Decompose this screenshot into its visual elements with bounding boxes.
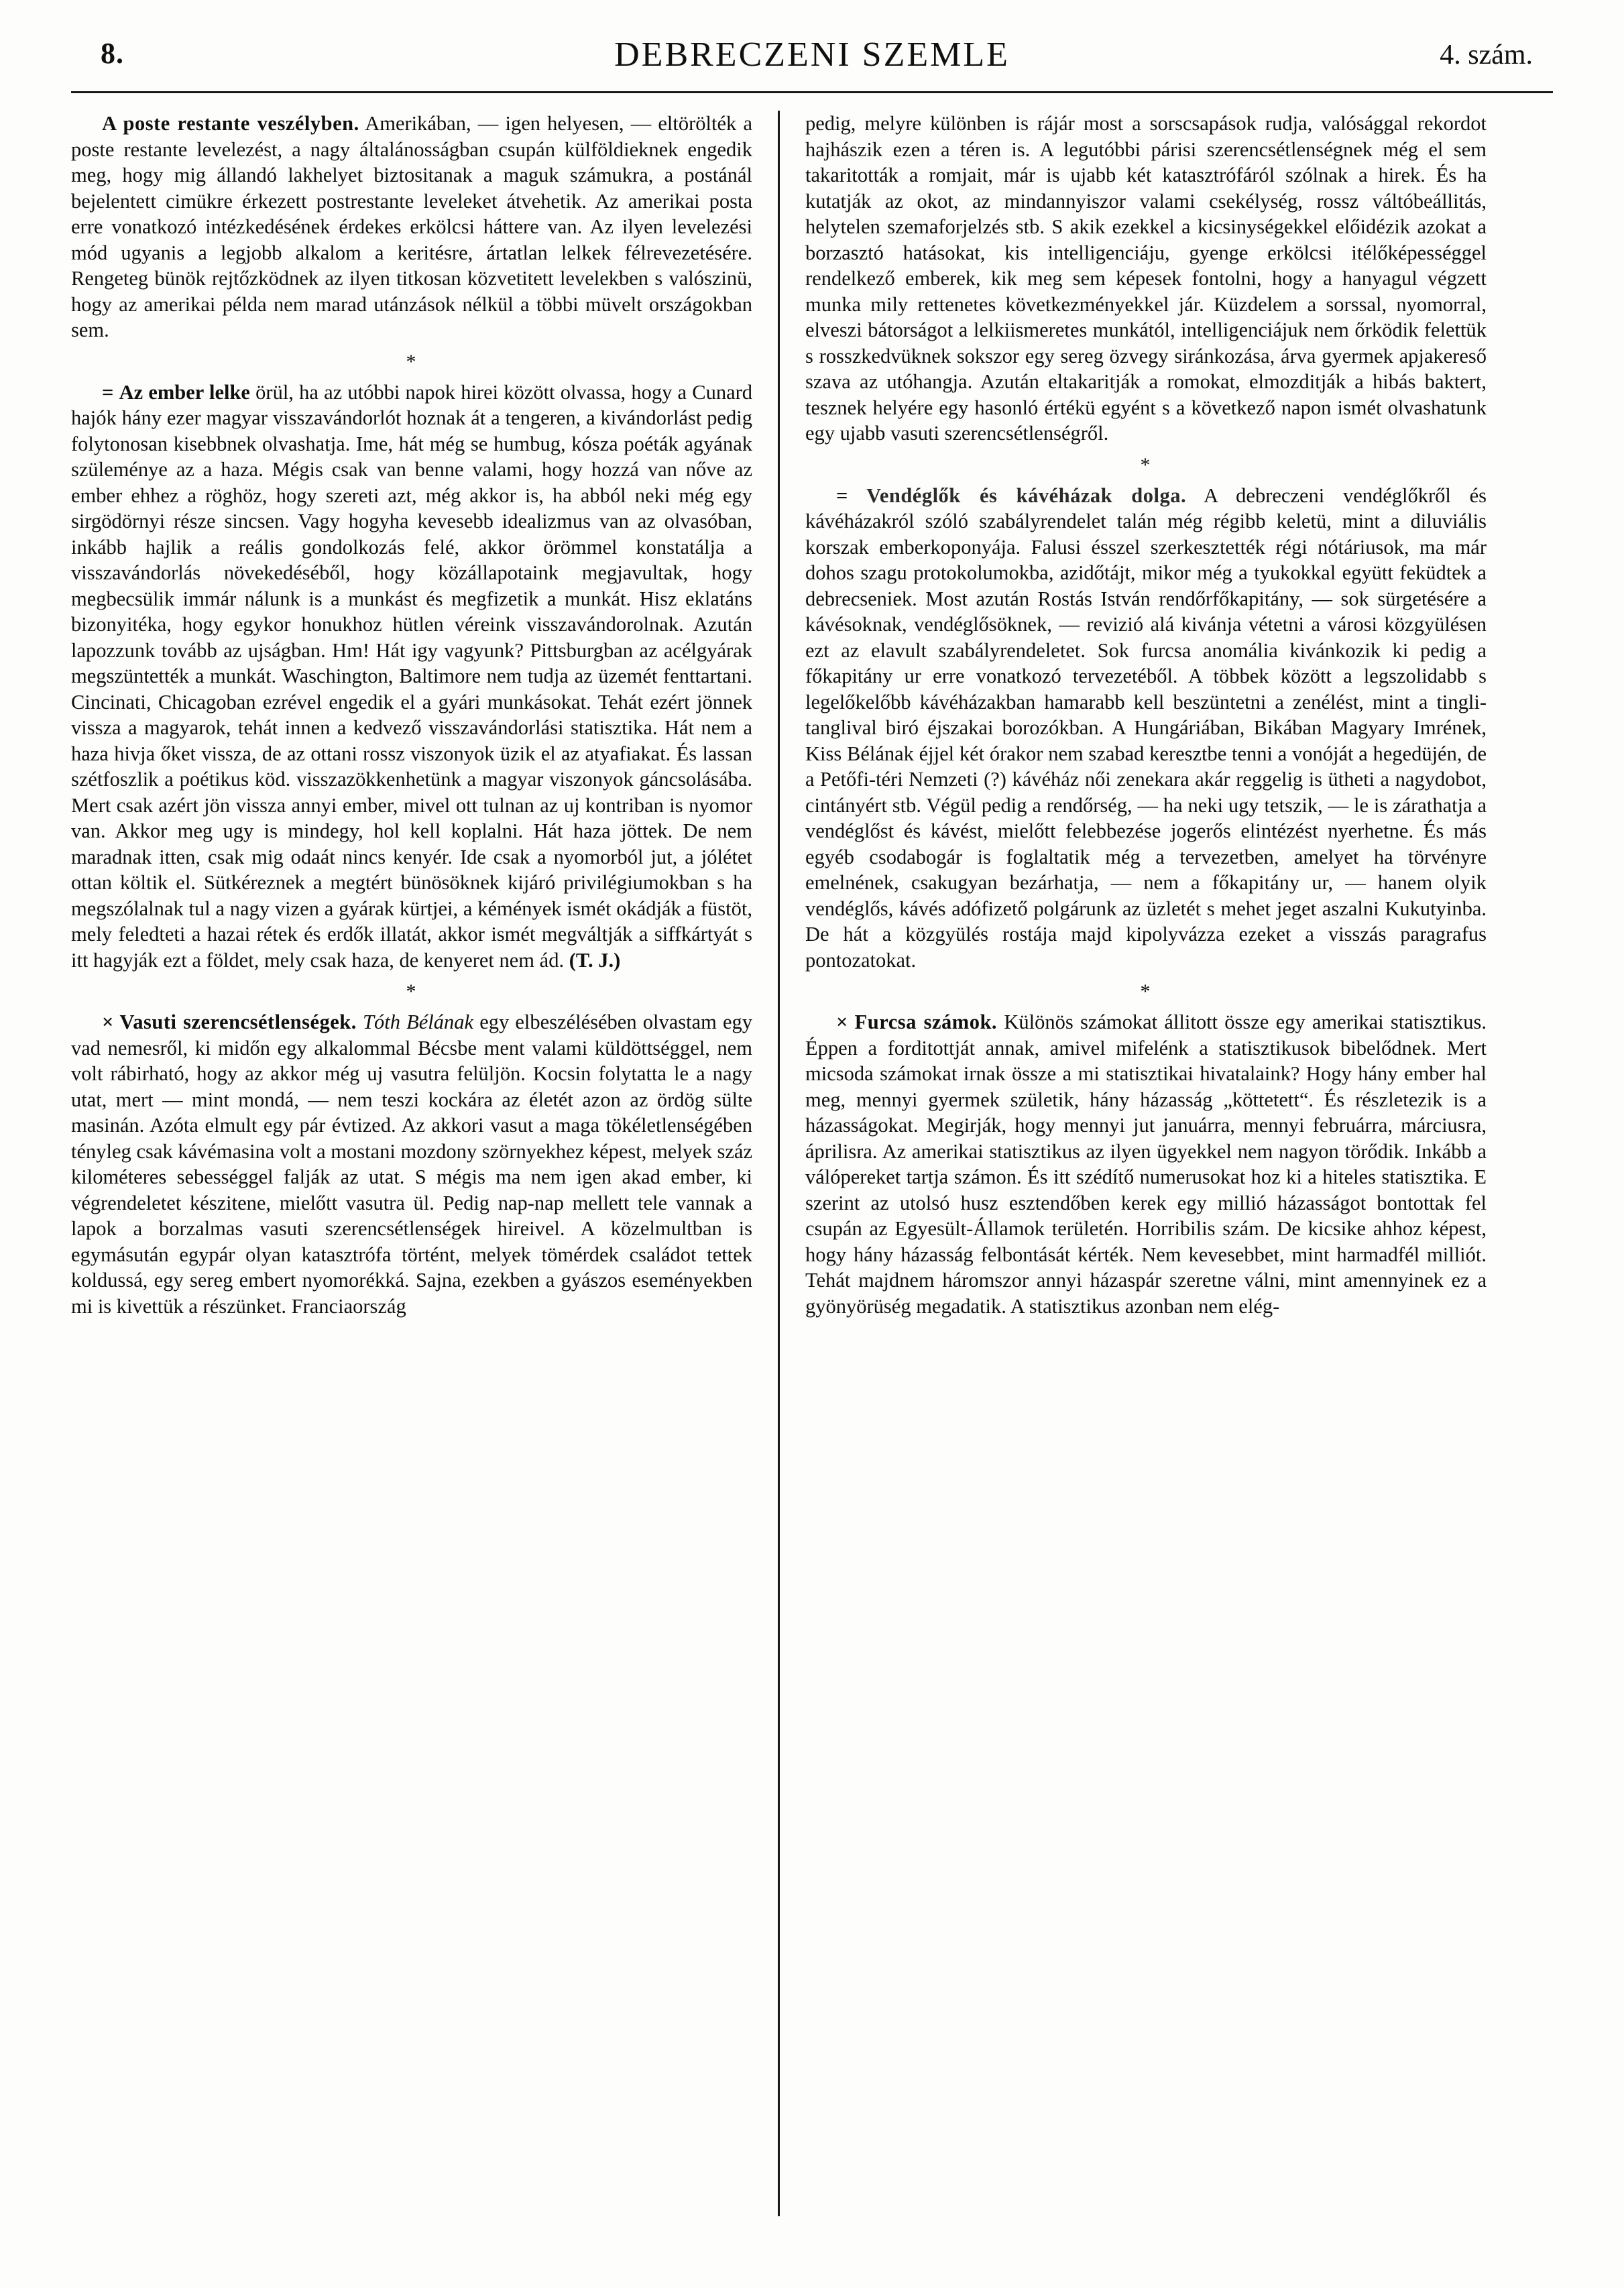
article-furcsa-szamok [805, 1009, 1487, 1319]
article-vendeglok-es-kavehazak [805, 483, 1487, 974]
masthead [72, 30, 1552, 87]
article-az-ember-lelke [71, 380, 752, 974]
article-body-az-ember-lelke: örül, ha az utóbbi napok hirei között olvassa, hogy a Cunard hajók hány ezer magyar visszavándorlót hoznak át a tengeren, a kivándorlást pedig folytonosan kisebbnek olvashatja. Ime, hát még se humbug, kósza poéták agyának szüleménye az a haza. Mégis csak van benne valami, hogy hozzá van nőve az ember ehhez a röghöz, hogy szereti azt, még akkor is, ha abból neki még egy sirgödörnyi része sincsen. Vagy hogyha kevesebb idealizmus van az olvasóban, inkább hajlik a reális gondolkozás felé, akkor örömmel konstatálja a visszavándorlás növekedéséből, hogy közállapotaink megjavultak, hogy megbecsülik immár nálunk is a munkást és megfizetik a munkát. Hisz eklatáns bizonyitéka, hogy egykor honukhoz hütlen véreink visszavándorolnak. Azután lapozzunk tovább az ujságban. Hm! Hát igy vagyunk? Pittsburgban az acélgyárak megszüntették a munkát. Waschington, Baltimore nem tudja az üzemét fenttartani. Cincinati, Chicagoban ezrével engedik el a gyári munkásokat. Tehát ezért jönnek vissza a magyarok, tehát innen a kedvező visszavándorlási statisztika. Hát nem a haza hivja őket vissza, de az ottani rossz viszonyok üzik el az atyafiakat. És lassan szétfoszlik a poétikus köd. visszazökkenhetünk a magyar viszonyok gáncsolásába. Mert csak azért jön vissza annyi ember, mivel ott tulnan az uj kontriban is nyomor van. Akkor meg ugy is mindegy, hol kell koplalni. Hát haza jöttek. De nem maradnak itten, csak mig odaát nincs kenyér. Ide csak a nyomorból jut, a jólétet ottan költik el. Sütkéreznek a megtért bünösöknek kijáró privilégiumokban s ha megszólalnak tul a nagy vizen a gyárak kürtjei, a kémények ismét okádják a füstöt, mely feledteti a hazai rétek és erdők illatát, akkor ismét megváltják a siffkártyát s itt hagyják ezt a földet, mely csak haza, de kenyeret nem ád. [71, 380, 753, 972]
journal-title: DEBRECZENI SZEMLE [614, 36, 1010, 74]
article-title-vasuti: Vasuti szerencsétlenségek. [119, 1011, 357, 1033]
article-marker-cross-2: × [836, 1011, 848, 1033]
article-marker-cross: × [102, 1011, 114, 1033]
article-signature: (T. J.) [569, 948, 621, 972]
issue-number: 4. szám. [1440, 40, 1533, 70]
column-divider [778, 111, 780, 2216]
article-body-vasuti: egy elbeszélésében olvastam egy vad nemesről, ki midőn egy alkalommal Bécsbe ment valami küldöttséggel, nem volt rábirható, hogy az akkor még uj vasutra felüljön. Kocsin folytatta le a nagy utat, mert — mint mondá, — nem teszi kockára az életét azon az ördög sülte masinán. Azóta elmult egy pár évtized. Az akkori vasut a maga tökéletlenségében tényleg csak kávémasina volt a mostani mozdony szörnyekhez képest, melyek száz kilométeres sebességgel falják az utat. S mégis ma nem igen akad ember, ki végrendeletet készitene, mielőtt vasutra ül. Pedig nap-nap mellett tele vannak a lapok a borzalmas vasuti szerencsétlenségek hireivel. A közelmultban is egymásután egypár olyan katasztrófa történt, melyek tömérdek családot tettek koldussá, egy sereg embert nyomorékká. Sajna, ezekben a gyászos eseményekben mi is kivettük a részünket. Franciaország [71, 1011, 753, 1318]
article-columns [71, 111, 1553, 2216]
section-separator-4: * [1140, 980, 1152, 1003]
article-body-furcsa-szamok: Különös számokat állitott össze egy amerikai statisztikus. Éppen a forditottját annak, amivel mifelénk a statisztikusok bibelődnek. Mert micsoda számokat irnak össze a mi statisztikai hivatalaink? Hogy hány ember hal meg, mennyi gyermek születik, hány házasság „köttetett“. És részletezik is a házasságokat. Megirják, hogy mennyi jut januárra, mennyi februárra, márciusra, áprilisra. Az amerikai statisztikus az ilyen ügyekkel nem nagyon törődik. Inkább a válópereket tartja számon. És itt szédítő numerusokat hoz ki a hiteles statisztika. E szerint az utolsó husz esztendőben kerek egy millió házasságot bontottak fel csupán az Egyesült-Államok területén. Horribilis szám. De kicsike ahhoz képest, hogy hány házasság felbontását kérték. Nem kevesebbet, mint harmadfél milliót. Tehát majdnem háromszor annyi házaspár szeretne válni, mint amennyinek ez a gyönyörüség megadatik. A statisztikus azonban nem elég- [805, 1011, 1487, 1318]
section-separator-1: * [406, 350, 418, 373]
article-poste-restante [71, 111, 752, 343]
article-title-poste-restante: A poste restante veszélyben. [102, 112, 359, 135]
article-body-vendeglok: A debreczeni vendéglőkről és kávéházakról szóló szabályrendelet talán még régibb keletü, mint a diluviális korszak emberkoponyája. Falusi ésszel szerkesztették régi nótáriusok, ma már dohos szagu protokolumokba, azidőtájt, mikor még a tyukokkal együtt feküdtek a debrecseniek. Most azután Rostás István rendőrfőkapitány, — sok sürgetésére a kávésoknak, vendéglősöknek, — revizió alá kivánja vétetni a városi közgyülésen ezt az elavult szabályrendeletet. Sok furcsa anomália kivánkozik ki pedig a főkapitány ur erre vonatkozó tervezetéből. A többek között a legszolidabb s legelőkelőbb kávéházakban hamarabb kell beszüntetni a zenélést, mint a tingli-tanglival biró éjszakai borozókban. A Hungáriában, Bikában Magyary Imrének, Kiss Bélának éjjel két órakor nem szabad keresztbe tenni a vonóját a hegedüjén, de a Petőfi-téri Nemzeti (?) kávéház női zenekara akár reggelig is ütheti a nagydobot, cintányért stb. Végül pedig a rendőrség, — ha neki ugy tetszik, — le is zárathatja a vendéglőst és kávést, mielőtt felebbezése jogerős elintézést nyerhetne. És más egyéb csodabogár is foglaltatik még a tervezetben, amelyet ha törvényre emelnének, csakugyan bezárhatja, — nem a főkapitány ur, — hanem olyik vendéglős, kávés adófizető polgárunk az üzletét s mehet jeget aszalni Kukutyinba. De hát a közgyülés rostája majd kipolyvázza ezeket a visszás paragrafus pontozatokat. [805, 483, 1487, 972]
article-vasuti-szerencsetlensegek [71, 1009, 752, 1319]
article-subtitle-vasuti: Tóth Bélának [363, 1011, 474, 1033]
section-separator-3: * [1140, 453, 1152, 476]
page-number: 8. [101, 37, 124, 70]
article-poste-restante-continuation: pedig, melyre különben is rájár most a sorscsapások rudja, valósággal rekordot hajhászik ezen a téren is. A legutóbbi párisi szerencsétlenségnek még el sem takaritották a romjait, már is ujabb két katasztrófáról szólnak a hirek. És ha kutatják az okot, az mindannyiszor valami csekélység, rossz váltóbeállitás, helytelen szemaforjelzés stb. S akik ezekkel a kicsinységekkel előidézik azokat a borzasztó hatásokat, kis intelligenciáju, gyenge erkölcsi itélőképességgel rendelkező emberek, kik meg sem képesek fontolni, hogy a hanyagul végzett munka mily rettenetes következményekkel jár. Küzdelem a sorssal, nyomorral, elveszi bátorságot a lelkiismeretes munkától, intelligenciájuk nem őrködik felettük s rosszkedvüknek sokszor egy sereg özvegy siránkozása, árva gyermek apjakereső szava az utóhangja. Azután eltakaritják a romokat, elmozditják a hibás baktert, tesznek helyére egy hasonló értékü egyént s a következő napon ismét olvashatunk egy ujabb vasuti szerencsétlenségről. [805, 112, 1487, 445]
section-separator-2: * [406, 980, 418, 1003]
right-column [782, 111, 1487, 2216]
left-column [71, 111, 775, 2216]
article-title-furcsa-szamok: Furcsa számok. [854, 1011, 998, 1033]
article-marker-equals-2: = [836, 483, 848, 507]
article-marker-equals: = [102, 380, 114, 404]
article-lead-az-ember-lelke: Az ember lelke [119, 380, 250, 404]
article-body-poste-restante: Amerikában, — igen helyesen, — eltörölték a poste restante levelezést, a nagy általánosságban csupán külföldieknek engedik meg, hogy mig állandó lakhelyet biztositanak a maguk számukra, a postánál bejelentett cimükre érkezett postrestante leveleket átvehetik. Az amerikai posta erre vonatkozó intézkedésének érdekes erkölcsi háttere van. Az ilyen levelezési mód ugyanis a legjobb alkalom a keritésre, ártatlan lelkek félrevezetésére. Rengeteg bünök rejtőzködnek az ilyen titkosan közvetitett levelekben s valószinü, hogy az amerikai példa nem marad utánzások nélkül a többi müvelt országokban sem. [71, 112, 752, 341]
article-title-vendeglok: Vendéglők és kávéházak dolga. [866, 483, 1187, 507]
masthead-rule [71, 91, 1553, 93]
